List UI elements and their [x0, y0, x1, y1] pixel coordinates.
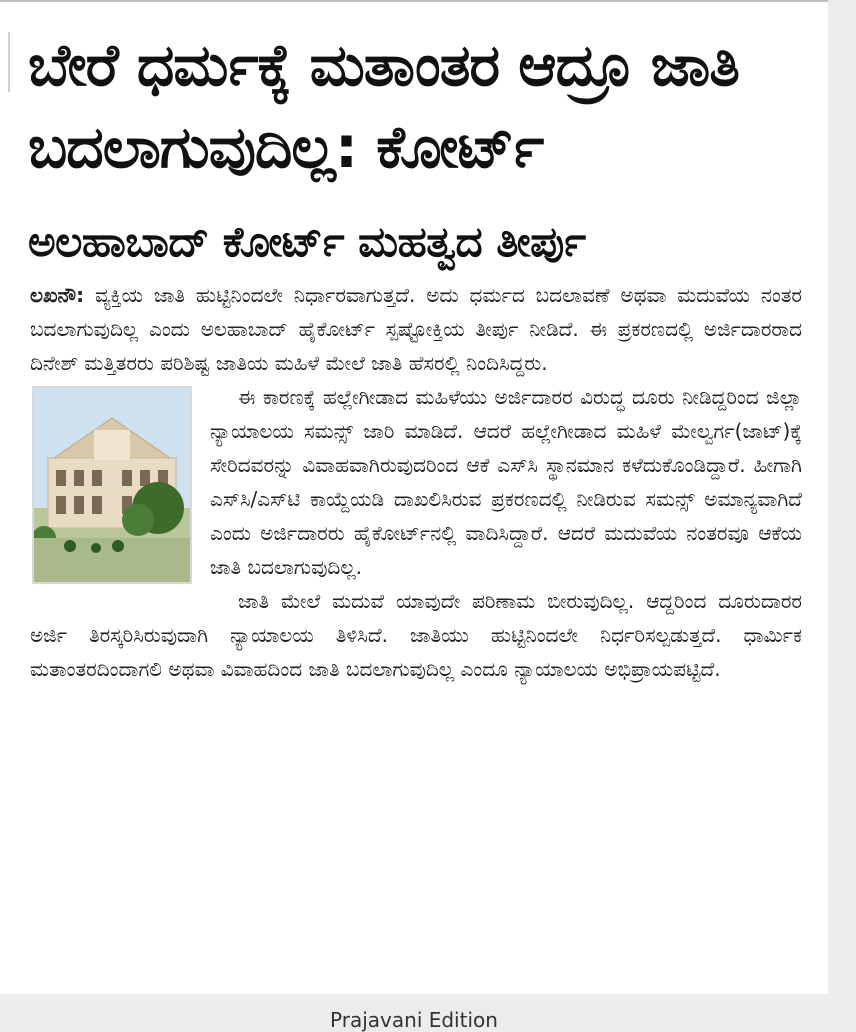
subheadline: ಅಲಹಾಬಾದ್ ಕೋರ್ಟ್ ಮಹತ್ವದ ತೀರ್ಪು [28, 217, 586, 266]
edition-caption: Prajavani Edition [330, 1008, 498, 1032]
dateline: ಲಖನೌ: [30, 283, 85, 307]
paragraph-1-text: ವ್ಯಕ್ತಿಯ ಜಾತಿ ಹುಟ್ಟಿನಿಂದಲೇ ನಿರ್ಧಾರವಾಗುತ್ತದೆ. ಅದು ಧರ್ಮದ ಬದಲಾವಣೆ ಅಥವಾ ಮದುವೆಯ ನಂತರ ಬದಲಾಗುವುದಿಲ್ಲ ಎಂದು ಅಲಹಾಬಾದ್ ಹೈಕೋರ್ಟ್ ಸ್ಪಷ್ಟೋಕ್ತಿಯ ತೀರ್ಪು ನೀಡಿದೆ. ಈ ಪ್ರಕರಣದಲ್ಲಿ ಅರ್ಜಿದಾರರಾದ ದಿನೇಶ್ ಮತ್ತಿತರರು ಪರಿಶಿಷ್ಟ ಜಾತಿಯ ಮಹಿಳೆ ಮೇಲೆ ಜಾತಿ ಹೆಸರಲ್ಲಿ ನಿಂದಿಸಿದ್ದರು. [30, 283, 802, 375]
paragraph-2: ಈ ಕಾರಣಕ್ಕೆ ಹಲ್ಲೇಗೀಡಾದ ಮಹಿಳೆಯು ಅರ್ಜಿದಾರರ ವಿರುದ್ಧ ದೂರು ನೀಡಿದ್ದರಿಂದ ಜಿಲ್ಲಾ ನ್ಯಾಯಾಲಯ ಸಮನ್ಸ್ ಜಾರಿ ಮಾಡಿದೆ. ಆದರೆ ಹಲ್ಲೇಗೀಡಾದ ಮಹಿಳೆ ಮೇಲ್ವರ್ಗ(ಜಾಟ್)ಕ್ಕೆ ಸೇರಿದವರನ್ನು ವಿವಾಹವಾಗಿರುವುದರಿಂದ ಆಕೆ ಎಸ್‌ಸಿ ಸ್ಥಾನಮಾನ ಕಳೆದುಕೊಂಡಿದ್ದಾರೆ. ಹೀಗಾಗಿ ಎಸ್‌ಸಿ/ಎಸ್‌ಟಿ ಕಾಯ್ದೆಯಡಿ ದಾಖಲಿಸಿರುವ ಪ್ರಕರಣದಲ್ಲಿ ನೀಡಿರುವ ಸಮನ್ಸ್ ಅಮಾನ್ಯವಾಗಿದೆ ಎಂದು ಅರ್ಜಿದಾರರು ಹೈಕೋರ್ಟ್‌ನಲ್ಲಿ ವಾದಿಸಿದ್ದಾರೆ. ಆದರೆ ಮದುವೆಯ ನಂತರವೂ ಆಕೆಯ ಜಾತಿ ಬದಲಾಗುವುದಿಲ್ಲ. [210, 385, 802, 579]
paragraph-1 [30, 278, 802, 380]
paragraph-3: ಜಾತಿ ಮೇಲೆ ಮದುವೆ ಯಾವುದೇ ಪರಿಣಾಮ ಬೀರುವುದಿಲ್ಲ. ಆದ್ದರಿಂದ ದೂರುದಾರರ ಅರ್ಜಿ ತಿರಸ್ಕರಿಸಿರುವುದಾಗಿ ನ್ಯಾಯಾಲಯ ತಿಳಿಸಿದೆ. ಜಾತಿಯು ಹುಟ್ಟಿನಿಂದಲೇ ನಿರ್ಧರಿಸಲ್ಪಡುತ್ತದೆ. ಧಾರ್ಮಿಕ ಮತಾಂತರದಿಂದಾಗಲಿ ಅಥವಾ ವಿವಾಹದಿಂದ ಜಾತಿ ಬದಲಾಗುವುದಿಲ್ಲ ಎಂದೂ ನ್ಯಾಯಾಲಯ ಅಭಿಪ್ರಾಯಪಟ್ಟಿದೆ. [30, 589, 802, 681]
article-body [30, 278, 802, 686]
column-rule [8, 32, 10, 92]
court-building-photo [32, 386, 192, 584]
headline: ಬೇರೆ ಧರ್ಮಕ್ಕೆ ಮತಾಂತರ ಆದ್ರೂ ಜಾತಿ ಬದಲಾಗುವುದಿಲ್ಲ: ಕೋರ್ಟ್ [28, 31, 739, 181]
court-building-icon [34, 388, 190, 582]
